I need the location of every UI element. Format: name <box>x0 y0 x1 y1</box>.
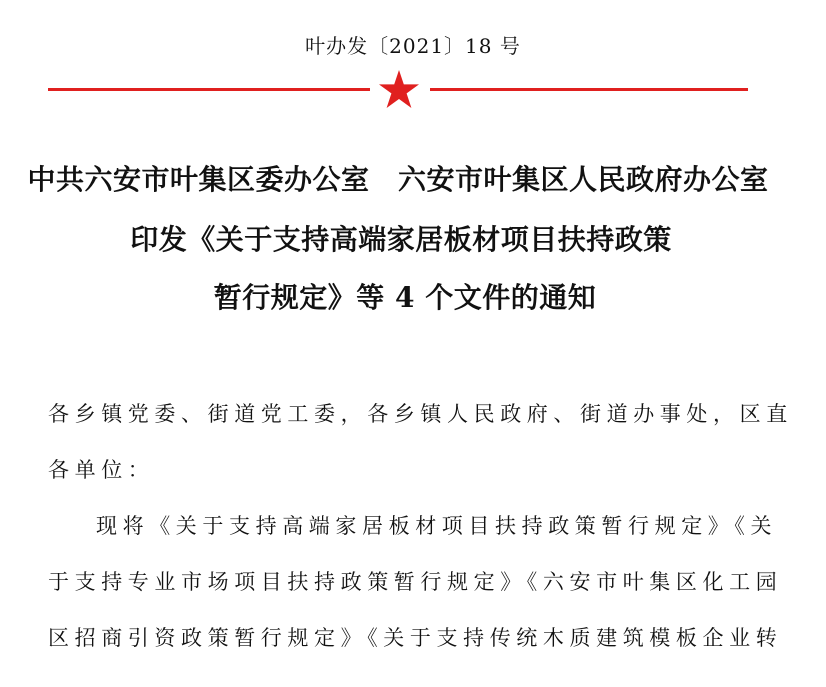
body-paragraph-line-1: 现将《关于支持高端家居板材项目扶持政策暂行规定》《关 <box>96 514 778 538</box>
red-separator-right <box>430 88 748 91</box>
title-line-2: 印发《关于支持高端家居板材项目扶持政策 <box>130 223 672 256</box>
title-line-1: 中共六安市叶集区委办公室 六安市叶集区人民政府办公室 <box>27 163 769 196</box>
red-star-icon <box>377 68 421 112</box>
salutation-line-1: 各乡镇党委、街道党工委，各乡镇人民政府、街道办事处，区直 <box>48 402 793 426</box>
red-separator-left <box>48 88 370 91</box>
title-line-3: 暂行规定》等 4 个文件的通知 <box>213 281 597 314</box>
salutation-line-2: 各单位： <box>48 458 155 482</box>
body-paragraph-line-2: 于支持专业市场项目扶持政策暂行规定》《六安市叶集区化工园 <box>48 570 783 594</box>
document-number: 叶办发〔2021〕18 号 <box>305 34 521 58</box>
body-paragraph-line-3: 区招商引资政策暂行规定》《关于支持传统木质建筑模板企业转 <box>48 626 783 650</box>
